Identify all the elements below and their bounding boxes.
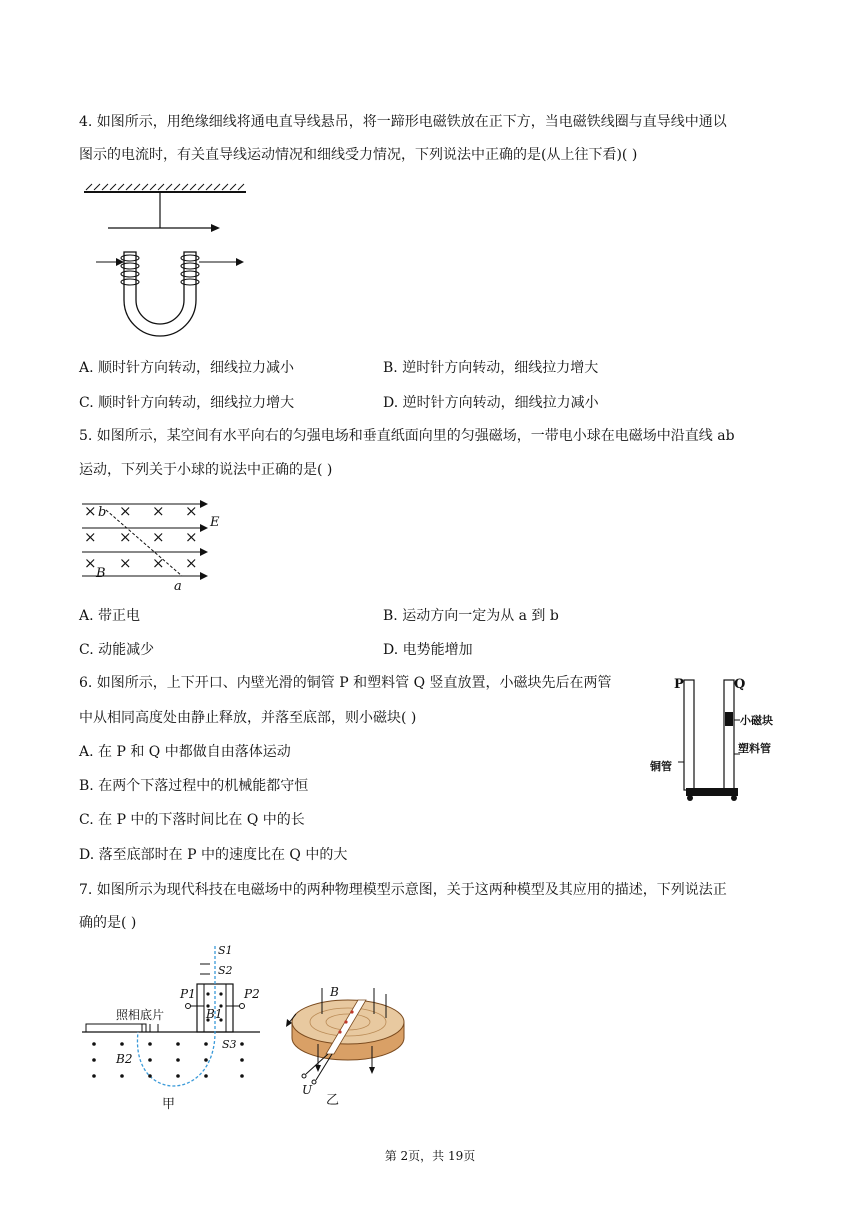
q7-label-b: B	[330, 985, 339, 999]
q4-stem-line1: 4. 如图所示，用绝缘细线将通电直导线悬吊，将一蹄形电磁铁放在正下方，当电磁铁线圈与直导线中通以	[79, 114, 727, 130]
q5-option-b: B. 运动方向一定为从 a 到 b	[383, 608, 559, 624]
q6-label-p: P	[674, 677, 684, 692]
q7-caption-right: 乙	[326, 1093, 340, 1106]
q4-option-d: D. 逆时针方向转动，细线拉力减小	[383, 395, 599, 411]
svg-text:×: ×	[185, 528, 198, 546]
q4-figure	[80, 182, 250, 342]
q7-label-s1: S1	[218, 944, 233, 957]
svg-text:×: ×	[84, 528, 97, 546]
q7-label-b1: B1	[206, 1007, 223, 1021]
q7-label-film: 照相底片	[116, 1008, 165, 1022]
q6-option-c: C. 在 P 中的下落时间比在 Q 中的长	[79, 812, 305, 828]
q5-option-d: D. 电势能增加	[383, 642, 473, 658]
svg-text:×: ×	[152, 528, 165, 546]
q7-label-b2: B2	[116, 1052, 133, 1066]
q5-stem-line1: 5. 如图所示，某空间有水平向右的匀强电场和垂直纸面向里的匀强磁场，一带电小球在电磁场中沿直线 ab	[79, 428, 735, 444]
svg-text:×: ×	[84, 502, 97, 520]
q5-option-a: A. 带正电	[79, 608, 141, 624]
q6-label-copper: 铜管	[650, 760, 672, 773]
q7-caption-left: 甲	[162, 1097, 176, 1112]
q5-stem-line2: 运动，下列关于小球的说法中正确的是( )	[79, 462, 333, 478]
svg-text:×: ×	[119, 528, 132, 546]
q6-stem-line1: 6. 如图所示，上下开口、内壁光滑的铜管 P 和塑料管 Q 竖直放置，小磁块先后在两管	[79, 675, 612, 691]
svg-text:×: ×	[119, 554, 132, 572]
q4-option-b: B. 逆时针方向转动，细线拉力增大	[383, 360, 599, 376]
svg-text:×: ×	[84, 554, 97, 572]
svg-text:×: ×	[119, 502, 132, 520]
svg-text:×: ×	[185, 554, 198, 572]
q7-figure-right	[282, 984, 412, 1106]
q5-figure	[80, 494, 230, 594]
q5-option-c: C. 动能减少	[79, 642, 155, 658]
q7-stem-line1: 7. 如图所示为现代科技在电磁场中的两种物理模型示意图，关于这两种模型及其应用的描述，下列说法正	[79, 882, 727, 898]
q4-option-a: A. 顺时针方向转动，细线拉力减小	[79, 360, 295, 376]
q6-figure	[650, 672, 800, 804]
svg-text:×: ×	[185, 502, 198, 520]
q6-option-b: B. 在两个下落过程中的机械能都守恒	[79, 778, 309, 794]
q7-label-u: U	[302, 1083, 313, 1097]
q5-label-e: E	[210, 515, 220, 530]
q6-label-q: Q	[734, 677, 746, 692]
q7-label-p1: P1	[180, 987, 196, 1001]
svg-text:×: ×	[152, 502, 165, 520]
q7-figure-left	[80, 944, 262, 1112]
q4-option-c: C. 顺时针方向转动，细线拉力增大	[79, 395, 295, 411]
q4-stem-line2: 图示的电流时，有关直导线运动情况和细线受力情况，下列说法中正确的是(从上往下看)( )	[79, 147, 638, 163]
q7-label-p2: P2	[244, 987, 260, 1001]
page-footer: 第 2页，共 19页	[384, 1149, 476, 1163]
svg-text:×: ×	[152, 554, 165, 572]
q5-label-a: a	[174, 579, 182, 594]
q5-label-b-field: B	[96, 566, 106, 581]
q7-label-s2: S2	[218, 964, 233, 977]
q7-stem-line2: 确的是( )	[79, 915, 137, 931]
q6-label-magnet: 小磁块	[740, 714, 773, 727]
q6-option-d: D. 落至底部时在 P 中的速度比在 Q 中的大	[79, 847, 348, 863]
q6-stem-line2: 中从相同高度处由静止释放，并落至底部，则小磁块( )	[79, 710, 417, 726]
q6-option-a: A. 在 P 和 Q 中都做自由落体运动	[79, 744, 291, 760]
q7-label-s3: S3	[222, 1038, 237, 1051]
q6-label-plastic: 塑料管	[738, 742, 771, 755]
q5-label-b: b	[98, 505, 107, 520]
